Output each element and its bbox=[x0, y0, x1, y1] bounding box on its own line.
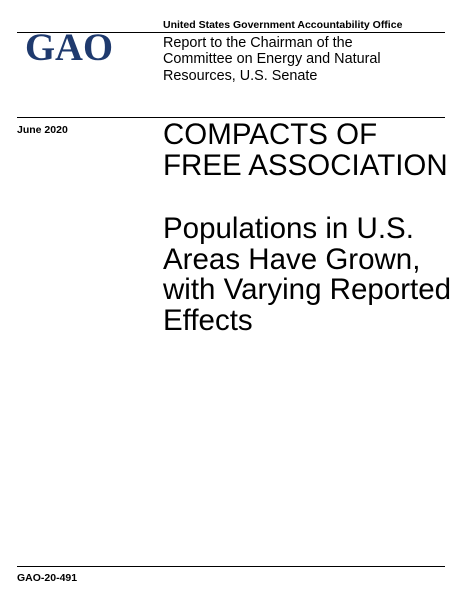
gao-logo-text: GAO bbox=[25, 28, 113, 66]
report-recipient bbox=[163, 35, 443, 84]
report-recipient-line: Report to the Chairman of the bbox=[163, 35, 353, 51]
report-subtitle-line: with Varying Reported bbox=[163, 273, 452, 306]
report-recipient-line: Resources, U.S. Senate bbox=[163, 67, 318, 84]
report-subtitle-line: Populations in U.S. bbox=[163, 212, 414, 245]
organization-name: United States Government Accountability Office bbox=[163, 19, 403, 31]
report-title-line: COMPACTS OF bbox=[163, 118, 378, 151]
report-subtitle bbox=[163, 214, 453, 336]
report-subtitle-line: Effects bbox=[163, 303, 253, 337]
report-number: GAO-20-491 bbox=[17, 572, 78, 584]
gao-logo bbox=[24, 28, 114, 66]
report-recipient-line: Committee on Energy and Natural bbox=[163, 51, 381, 68]
report-subtitle-line: Areas Have Grown, bbox=[163, 242, 421, 276]
footer-rule bbox=[17, 566, 445, 567]
report-date: June 2020 bbox=[17, 124, 68, 136]
report-title-line: FREE ASSOCIATION bbox=[163, 148, 448, 182]
report-title bbox=[163, 120, 453, 181]
